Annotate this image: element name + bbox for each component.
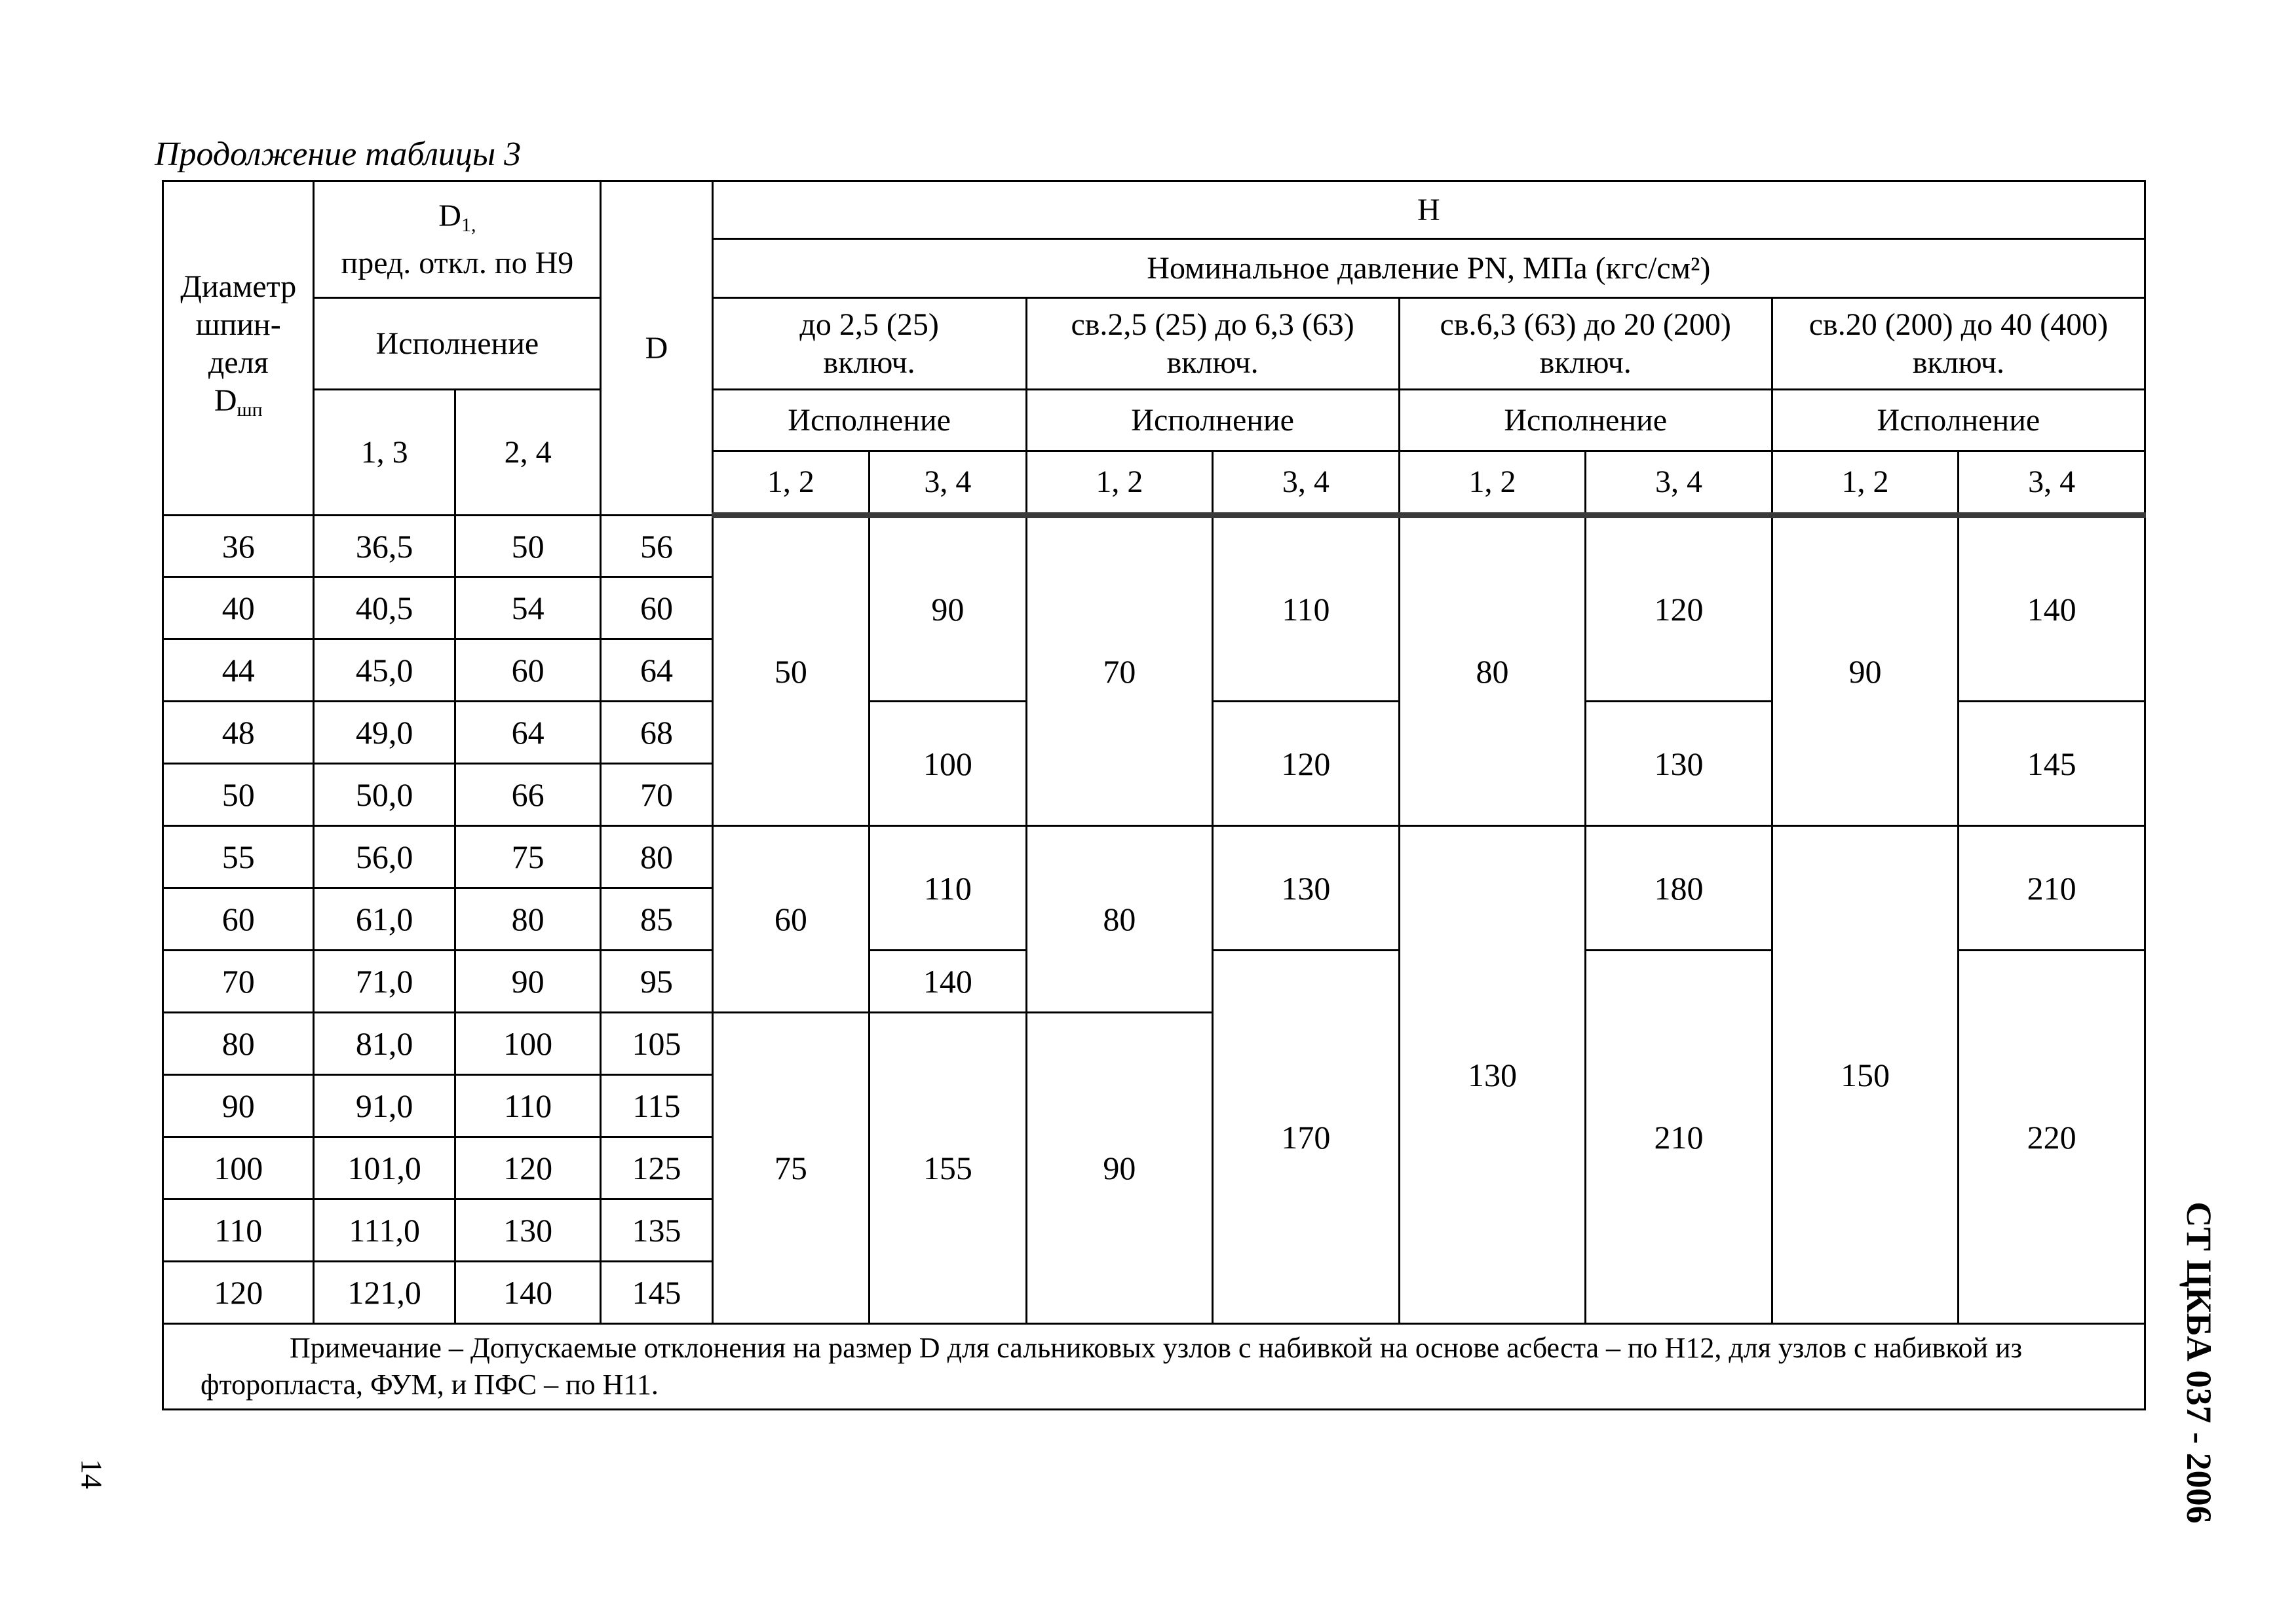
cell-dshp: 80 bbox=[163, 1013, 314, 1075]
cell-h-g4-e34: 210 bbox=[1959, 826, 2145, 951]
cell-d: 85 bbox=[601, 888, 712, 951]
cell-dshp: 44 bbox=[163, 639, 314, 702]
header-d1: $D_{1,}$ пред. откл. по Н9 bbox=[314, 181, 601, 298]
cell-h-g3-e12: 80 bbox=[1399, 516, 1586, 826]
document-code: СТ ЦКБА 037 - 2006 bbox=[2179, 1201, 2219, 1524]
header-pressure-group-4: св.20 (200) до 40 (400) включ. bbox=[1772, 298, 2145, 390]
header-pressure-group-3: св.6,3 (63) до 20 (200) включ. bbox=[1399, 298, 1772, 390]
table-note: Примечание – Допускаемые отклонения на размер D для сальниковых узлов с набивкой на основе асбеста – по Н12, для узлов с набивкой из фторопласта, ФУМ, и ПФС – по Н11. bbox=[163, 1324, 2145, 1410]
table-row bbox=[163, 516, 2145, 577]
cell-d: 95 bbox=[601, 951, 712, 1013]
cell-dshp: 48 bbox=[163, 702, 314, 764]
cell-d: 68 bbox=[601, 702, 712, 764]
header-execution-g3: Исполнение bbox=[1399, 390, 1772, 451]
header-g4-exec-12: 1, 2 bbox=[1772, 451, 1959, 516]
cell-d1-13: 40,5 bbox=[314, 577, 455, 639]
cell-dshp: 55 bbox=[163, 826, 314, 888]
cell-h-g1-e34: 90 bbox=[870, 516, 1026, 702]
cell-dshp: 60 bbox=[163, 888, 314, 951]
cell-d1-24: 66 bbox=[455, 764, 600, 826]
cell-d: 135 bbox=[601, 1199, 712, 1262]
cell-h-g3-e34: 120 bbox=[1586, 516, 1772, 702]
header-g4-exec-34: 3, 4 bbox=[1959, 451, 2145, 516]
header-nominal-pressure: Номинальное давление PN, МПа (кгс/см²) bbox=[712, 239, 2145, 298]
cell-dshp: 70 bbox=[163, 951, 314, 1013]
cell-h-g1-e34: 100 bbox=[870, 702, 1026, 826]
cell-d1-13: 61,0 bbox=[314, 888, 455, 951]
table-row bbox=[163, 826, 2145, 888]
cell-d: 64 bbox=[601, 639, 712, 702]
cell-h-g3-e34: 130 bbox=[1586, 702, 1772, 826]
header-pressure-group-2: св.2,5 (25) до 6,3 (63) включ. bbox=[1026, 298, 1399, 390]
cell-d1-24: 120 bbox=[455, 1137, 600, 1199]
cell-d1-13: 36,5 bbox=[314, 516, 455, 577]
cell-d1-13: 101,0 bbox=[314, 1137, 455, 1199]
cell-dshp: 90 bbox=[163, 1075, 314, 1137]
cell-d1-13: 56,0 bbox=[314, 826, 455, 888]
cell-h-g1-e34: 140 bbox=[870, 951, 1026, 1013]
header-d1-execution: Исполнение bbox=[314, 298, 601, 390]
page-number: 14 bbox=[75, 1459, 109, 1489]
cell-h-g1-e12: 60 bbox=[712, 826, 869, 1013]
header-d1-exec-24: 2, 4 bbox=[455, 390, 600, 516]
cell-h-g2-e34: 110 bbox=[1213, 516, 1400, 702]
header-execution-g2: Исполнение bbox=[1026, 390, 1399, 451]
cell-h-g3-e34: 210 bbox=[1586, 951, 1772, 1324]
cell-dshp: 36 bbox=[163, 516, 314, 577]
cell-d: 105 bbox=[601, 1013, 712, 1075]
header-d1-exec-13: 1, 3 bbox=[314, 390, 455, 516]
cell-h-g3-e34: 180 bbox=[1586, 826, 1772, 951]
cell-d1-24: 64 bbox=[455, 702, 600, 764]
header-g3-exec-34: 3, 4 bbox=[1586, 451, 1772, 516]
cell-d: 80 bbox=[601, 826, 712, 888]
cell-d1-24: 75 bbox=[455, 826, 600, 888]
cell-d1-13: 49,0 bbox=[314, 702, 455, 764]
cell-h-g4-e12: 150 bbox=[1772, 826, 1959, 1324]
cell-h-g4-e34: 145 bbox=[1959, 702, 2145, 826]
cell-d1-24: 130 bbox=[455, 1199, 600, 1262]
cell-h-g4-e12: 90 bbox=[1772, 516, 1959, 826]
cell-d1-24: 54 bbox=[455, 577, 600, 639]
cell-h-g3-e12: 130 bbox=[1399, 826, 1586, 1324]
cell-dshp: 50 bbox=[163, 764, 314, 826]
cell-dshp: 40 bbox=[163, 577, 314, 639]
cell-h-g2-e34: 130 bbox=[1213, 826, 1400, 951]
header-execution-g4: Исполнение bbox=[1772, 390, 2145, 451]
cell-d1-13: 111,0 bbox=[314, 1199, 455, 1262]
cell-h-g2-e12: 90 bbox=[1026, 1013, 1213, 1324]
cell-h-g4-e34: 220 bbox=[1959, 951, 2145, 1324]
header-g2-exec-34: 3, 4 bbox=[1213, 451, 1400, 516]
dimensions-table bbox=[162, 180, 2146, 1410]
cell-dshp: 110 bbox=[163, 1199, 314, 1262]
cell-d1-24: 80 bbox=[455, 888, 600, 951]
cell-h-g2-e12: 70 bbox=[1026, 516, 1213, 826]
cell-d1-13: 45,0 bbox=[314, 639, 455, 702]
header-g3-exec-12: 1, 2 bbox=[1399, 451, 1586, 516]
cell-d1-13: 91,0 bbox=[314, 1075, 455, 1137]
header-h: Н bbox=[712, 181, 2145, 239]
table-caption: Продолжение таблицы 3 bbox=[155, 136, 522, 173]
cell-d1-13: 81,0 bbox=[314, 1013, 455, 1075]
cell-h-g2-e34: 120 bbox=[1213, 702, 1400, 826]
header-g1-exec-34: 3, 4 bbox=[870, 451, 1026, 516]
cell-d1-13: 71,0 bbox=[314, 951, 455, 1013]
cell-d: 70 bbox=[601, 764, 712, 826]
cell-d: 125 bbox=[601, 1137, 712, 1199]
cell-h-g2-e34: 170 bbox=[1213, 951, 1400, 1324]
cell-d1-24: 110 bbox=[455, 1075, 600, 1137]
cell-d1-24: 50 bbox=[455, 516, 600, 577]
header-pressure-group-1: до 2,5 (25) включ. bbox=[712, 298, 1026, 390]
header-execution-g1: Исполнение bbox=[712, 390, 1026, 451]
cell-d: 115 bbox=[601, 1075, 712, 1137]
cell-h-g1-e34: 155 bbox=[870, 1013, 1026, 1324]
cell-h-g2-e12: 80 bbox=[1026, 826, 1213, 1013]
header-g1-exec-12: 1, 2 bbox=[712, 451, 869, 516]
header-d: D bbox=[601, 181, 712, 516]
cell-d1-24: 100 bbox=[455, 1013, 600, 1075]
cell-h-g1-e12: 75 bbox=[712, 1013, 869, 1324]
cell-dshp: 100 bbox=[163, 1137, 314, 1199]
cell-d: 145 bbox=[601, 1262, 712, 1324]
cell-dshp: 120 bbox=[163, 1262, 314, 1324]
cell-d1-24: 90 bbox=[455, 951, 600, 1013]
cell-d1-13: 121,0 bbox=[314, 1262, 455, 1324]
header-g2-exec-12: 1, 2 bbox=[1026, 451, 1213, 516]
cell-h-g1-e34: 110 bbox=[870, 826, 1026, 951]
cell-d: 56 bbox=[601, 516, 712, 577]
header-spindle-diameter: Диаметр шпин- деля $D_{шп}$ bbox=[163, 181, 314, 516]
cell-d1-24: 140 bbox=[455, 1262, 600, 1324]
cell-d: 60 bbox=[601, 577, 712, 639]
cell-h-g1-e12: 50 bbox=[712, 516, 869, 826]
cell-d1-13: 50,0 bbox=[314, 764, 455, 826]
cell-d1-24: 60 bbox=[455, 639, 600, 702]
cell-h-g4-e34: 140 bbox=[1959, 516, 2145, 702]
